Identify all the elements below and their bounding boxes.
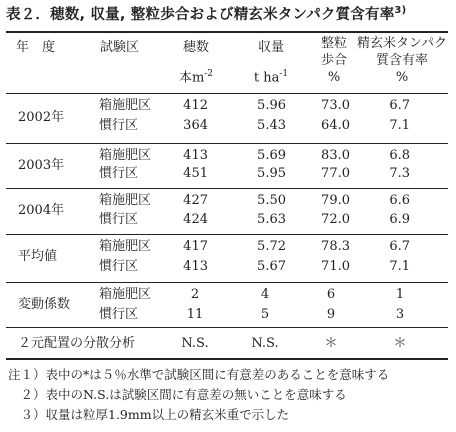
protein-value: 6.7 (389, 239, 410, 254)
plot-name: 箱施肥区 (99, 239, 152, 254)
grain-value: 83.0 (321, 148, 350, 163)
grain-value: 71.0 (321, 259, 350, 274)
header-plot: 試験区 (100, 40, 140, 55)
yield-value: 4 (260, 287, 270, 302)
panicles-value: 451 (183, 166, 208, 181)
header-panicles: 穂数 (182, 40, 209, 55)
note-1: 注１）表中の*は５％水準で試験区間に有意差のあることを意味する (8, 367, 390, 382)
grain-value: 9 (326, 307, 336, 322)
anova-grain: ＊ (324, 336, 338, 351)
header-yield: 収量 (257, 40, 284, 55)
plot-name: 慣行区 (99, 307, 139, 322)
protein-value: 7.3 (389, 166, 410, 181)
yield-value: 5 (260, 307, 270, 322)
top-rule (6, 31, 448, 33)
panicles-value: 427 (183, 193, 208, 208)
note-2: ２）表中のN.S.は試験区間に有意差の無いことを意味する (8, 387, 347, 402)
grain-value: 79.0 (321, 193, 350, 208)
protein-value: 3 (395, 307, 405, 322)
panicles-value: 413 (183, 259, 208, 274)
anova-yield: N.S. (251, 336, 279, 351)
grain-value: 78.3 (321, 239, 350, 254)
group-label: 変動係数 (18, 297, 71, 312)
header-protein-unit: % (395, 70, 409, 85)
plot-name: 箱施肥区 (99, 98, 152, 113)
plot-name: 箱施肥区 (99, 193, 152, 208)
plot-name: 慣行区 (99, 212, 139, 227)
panicles-value: 417 (183, 239, 208, 254)
plot-name: 慣行区 (99, 166, 139, 181)
yield-value: 5.67 (257, 259, 286, 274)
yield-value: 5.50 (257, 193, 286, 208)
group-rule (6, 143, 448, 144)
grain-value: 73.0 (321, 98, 350, 113)
protein-value: 7.1 (389, 259, 410, 274)
note-3: ３）収量は粒厚1.9mm以上の精玄米重で示した (8, 407, 290, 422)
protein-value: 6.7 (389, 98, 410, 113)
plot-name: 箱施肥区 (99, 148, 152, 163)
group-rule (6, 234, 448, 235)
panicles-value: 412 (183, 98, 208, 113)
protein-value: 6.6 (389, 193, 410, 208)
grain-value: 77.0 (321, 166, 350, 181)
yield-value: 5.63 (257, 212, 286, 227)
header-protein-2: 質含有率 (375, 53, 428, 68)
header-year: 年 度 (16, 40, 56, 55)
anova-protein: ＊ (393, 336, 407, 351)
header-yield-unit: t $ha^{-1}$ (253, 69, 289, 86)
yield-value: 5.95 (257, 166, 286, 181)
group-label: 2004年 (18, 203, 65, 218)
protein-value: 7.1 (389, 118, 410, 133)
grain-value: 6 (326, 287, 336, 302)
header-grain-1: 整粒 (320, 36, 347, 51)
group-rule (6, 327, 448, 328)
plot-name: 慣行区 (99, 118, 139, 133)
grain-value: 72.0 (321, 212, 350, 227)
yield-value: 5.43 (257, 118, 286, 133)
anova-panicles: N.S. (181, 336, 209, 351)
group-rule (6, 282, 448, 283)
header-rule (6, 93, 448, 94)
group-label: 2002年 (18, 110, 65, 125)
grain-value: 64.0 (321, 118, 350, 133)
bottom-rule (6, 358, 448, 360)
yield-value: 5.72 (257, 239, 286, 254)
panicles-value: 413 (183, 148, 208, 163)
plot-name: 慣行区 (99, 259, 139, 274)
yield-value: 5.96 (257, 98, 286, 113)
panicles-value: 11 (186, 307, 204, 322)
header-protein-1: 精玄米タンパク (356, 36, 448, 51)
header-grain-2: 歩合 (320, 53, 347, 68)
panicles-value: 424 (183, 212, 208, 227)
table-title: 表２．穂数, 収量, 整粒歩合および精玄米タンパク質含有率$^{3)}$ (6, 5, 407, 23)
group-label: 2003年 (18, 158, 65, 173)
yield-value: 5.69 (257, 148, 286, 163)
panicles-value: 2 (190, 287, 200, 302)
header-panicles-unit: 本$m^{-2}$ (178, 69, 214, 86)
protein-value: 6.9 (389, 212, 410, 227)
group-label: 平均値 (18, 249, 58, 264)
plot-name: 箱施肥区 (99, 287, 152, 302)
anova-label: ２元配置の分散分析 (18, 336, 136, 351)
header-grain-unit: % (327, 70, 341, 85)
group-rule (6, 188, 448, 189)
panicles-value: 364 (183, 118, 208, 133)
protein-value: 1 (395, 287, 405, 302)
protein-value: 6.8 (389, 148, 410, 163)
